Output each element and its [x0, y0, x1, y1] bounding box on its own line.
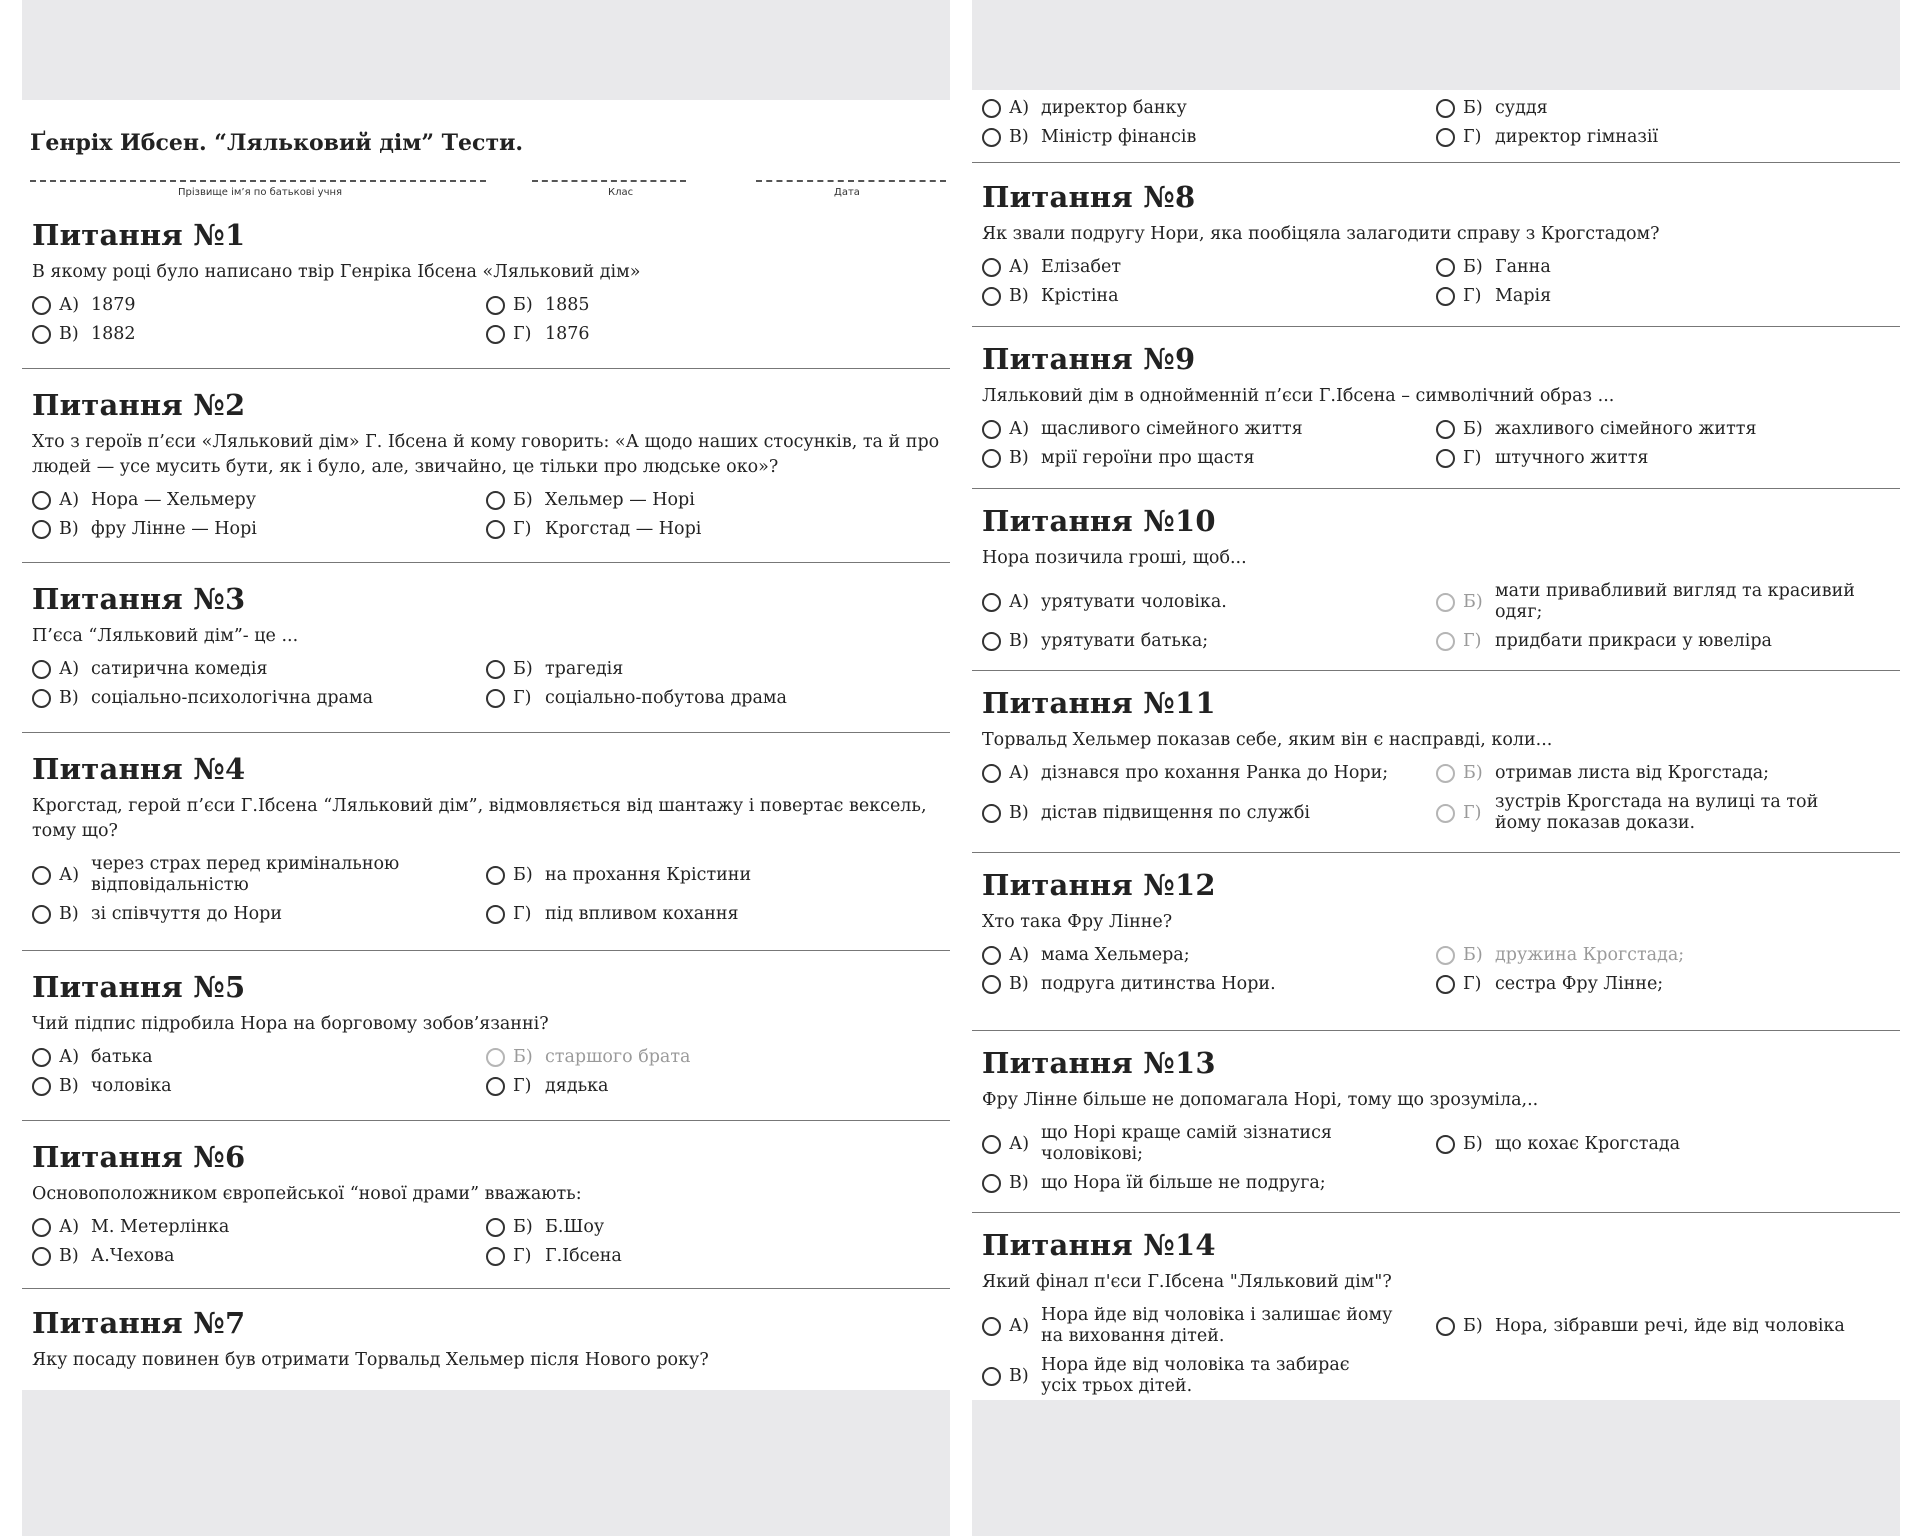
question-prompt: Як звали подругу Нори, яка пообіцяла залагодити справу з Крогстадом? [982, 224, 1660, 244]
radio-button[interactable] [982, 764, 1001, 783]
option-letter: А) [1009, 1315, 1030, 1336]
divider [22, 368, 950, 369]
question-title: Питання №8 [982, 180, 1196, 214]
option-text: отримав листа від Крогстада; [1495, 763, 1770, 783]
question-5 [32, 970, 950, 1097]
question-4 [32, 752, 950, 925]
option-text: що кохає Крогстада [1495, 1133, 1681, 1154]
option-letter: А) [59, 1217, 80, 1237]
option-text: Крістіна [1041, 286, 1119, 306]
option-letter: А) [1009, 419, 1030, 439]
option-text: дядька [545, 1076, 609, 1096]
radio-button[interactable] [32, 296, 51, 315]
answer-option[interactable] [32, 1217, 486, 1238]
answer-option[interactable] [32, 295, 486, 316]
question-prompt: Який фінал п'єси Г.Ібсена "Ляльковий дім"? [982, 1272, 1392, 1292]
answer-option[interactable] [32, 1246, 486, 1267]
question-title: Питання №11 [982, 686, 1216, 720]
date-field-label: Дата [834, 187, 860, 198]
option-letter: Г) [513, 1246, 532, 1266]
option-text: через страх перед кримінальною відповідальністю [91, 854, 400, 895]
option-letter: А) [1009, 591, 1030, 612]
question-8 [982, 180, 1900, 307]
option-letter: Б) [1463, 945, 1483, 965]
answer-option[interactable] [486, 1217, 926, 1238]
option-letter: В) [1009, 448, 1029, 468]
radio-button[interactable] [486, 1218, 505, 1237]
question-9 [982, 342, 1900, 469]
radio-button[interactable] [982, 258, 1001, 277]
option-letter: В) [59, 688, 79, 708]
class-field-line[interactable] [532, 180, 686, 182]
option-text: Нора, зібравши речі, йде від чоловіка [1495, 1315, 1845, 1336]
background-bottom-right [972, 1400, 1900, 1536]
option-text: трагедія [545, 659, 624, 679]
option-text: суддя [1495, 98, 1548, 118]
answer-option[interactable] [982, 974, 1436, 995]
option-letter: Б) [1463, 1315, 1483, 1336]
radio-button[interactable] [982, 1135, 1001, 1154]
option-letter: Б) [513, 1047, 533, 1067]
answer-option[interactable] [32, 324, 486, 345]
option-text: мрії героїни про щастя [1041, 448, 1255, 468]
question-prompt: Хто така Фру Лінне? [982, 912, 1173, 932]
option-letter: В) [1009, 286, 1029, 306]
option-text: мати привабливий вигляд та красивий одяг; [1495, 581, 1855, 622]
answer-option[interactable] [1436, 763, 1876, 784]
option-text: старшого брата [545, 1047, 691, 1067]
answer-option[interactable] [32, 854, 486, 896]
radio-button[interactable] [1436, 975, 1455, 994]
radio-button[interactable] [486, 1048, 505, 1067]
option-text: Елізабет [1041, 257, 1122, 277]
answer-option[interactable] [982, 1173, 1436, 1194]
radio-button[interactable] [32, 660, 51, 679]
option-letter: В) [59, 324, 79, 344]
option-letter: Б) [1463, 419, 1483, 439]
radio-button[interactable] [982, 449, 1001, 468]
question-12 [982, 868, 1900, 995]
answer-option[interactable] [32, 659, 486, 680]
option-text: Г.Ібсена [545, 1246, 622, 1266]
radio-button[interactable] [1436, 128, 1455, 147]
option-text: соціально-психологічна драма [91, 688, 374, 708]
question-title: Питання №2 [32, 388, 246, 422]
question-7-options [982, 98, 1900, 148]
question-prompt: Чий підпис підробила Нора на борговому зобов’язанні? [32, 1014, 549, 1034]
option-letter: А) [1009, 1133, 1030, 1154]
option-text: зі співчуття до Нори [91, 904, 282, 924]
answer-option[interactable] [1436, 792, 1876, 834]
radio-button[interactable] [982, 99, 1001, 118]
answer-option[interactable] [1436, 1123, 1876, 1165]
divider [972, 488, 1900, 489]
question-prompt: Основоположником європейської “нової драми” вважають: [32, 1184, 582, 1204]
question-prompt: Ляльковий дім в однойменній п’єси Г.Ібсена – символічний образ ... [982, 386, 1615, 406]
option-letter: Б) [1463, 763, 1483, 783]
answer-option[interactable] [982, 1305, 1436, 1347]
radio-button[interactable] [32, 866, 51, 885]
radio-button[interactable] [1436, 632, 1455, 651]
radio-button[interactable] [1436, 593, 1455, 612]
question-1 [32, 218, 950, 345]
option-text: жахливого сімейного життя [1495, 419, 1757, 439]
radio-button[interactable] [32, 1247, 51, 1266]
option-letter: Г) [1463, 631, 1482, 651]
option-text: Хельмер — Норі [545, 490, 695, 510]
radio-button[interactable] [486, 660, 505, 679]
worksheet-page-left [22, 100, 950, 1390]
option-text: дізнався про кохання Ранка до Нори; [1041, 763, 1389, 783]
divider [22, 1288, 950, 1289]
option-text: що Нора їй більше не подруга; [1041, 1173, 1326, 1193]
option-letter: В) [1009, 802, 1029, 823]
radio-button[interactable] [486, 866, 505, 885]
radio-button[interactable] [1436, 764, 1455, 783]
question-title: Питання №6 [32, 1140, 246, 1174]
option-letter: Г) [1463, 127, 1482, 147]
answer-option[interactable] [32, 1047, 486, 1068]
option-text: Ганна [1495, 257, 1551, 277]
option-letter: А) [1009, 98, 1030, 118]
divider [972, 670, 1900, 671]
option-text: придбати прикраси у ювеліра [1495, 631, 1772, 651]
answer-option[interactable] [32, 1076, 486, 1097]
date-field-line[interactable] [756, 180, 946, 182]
option-text: урятувати чоловіка. [1041, 591, 1227, 612]
answer-option[interactable] [982, 448, 1436, 469]
radio-button[interactable] [32, 491, 51, 510]
question-prompt: Крогстад, герой п’єси Г.Ібсена “Ляльковий дім”, відмовляється від шантажу і повертає вексель, тому що? [32, 796, 927, 841]
option-letter: Г) [1463, 448, 1482, 468]
radio-button[interactable] [1436, 804, 1455, 823]
radio-button[interactable] [1436, 258, 1455, 277]
answer-option[interactable] [486, 1076, 926, 1097]
option-text: фру Лінне — Норі [91, 519, 257, 539]
answer-option[interactable] [982, 945, 1436, 966]
option-text: Нора йде від чоловіка і залишає йому на виховання дітей. [1041, 1305, 1393, 1346]
option-letter: А) [59, 490, 80, 510]
option-text: 1882 [91, 324, 136, 344]
option-letter: Б) [1463, 591, 1483, 612]
option-letter: Б) [1463, 257, 1483, 277]
question-title: Питання №1 [32, 218, 246, 252]
answer-option[interactable] [982, 286, 1436, 307]
radio-button[interactable] [982, 1317, 1001, 1336]
answer-option[interactable] [982, 257, 1436, 278]
answer-option[interactable] [1436, 448, 1876, 469]
divider [22, 732, 950, 733]
radio-button[interactable] [486, 1077, 505, 1096]
option-letter: В) [1009, 127, 1029, 147]
answer-option[interactable] [1436, 257, 1876, 278]
option-letter: А) [59, 295, 80, 315]
answer-option[interactable] [982, 98, 1436, 119]
option-text: 1879 [91, 295, 136, 315]
answer-option[interactable] [486, 324, 926, 345]
answer-option[interactable] [982, 1123, 1436, 1165]
radio-button[interactable] [32, 1048, 51, 1067]
answer-option[interactable] [1436, 127, 1876, 148]
answer-option[interactable] [486, 1246, 926, 1267]
answer-option[interactable] [1436, 419, 1876, 440]
question-7 [32, 1306, 950, 1373]
radio-button[interactable] [486, 689, 505, 708]
option-text: Нора йде від чоловіка та забирає усіх трьох дітей. [1041, 1355, 1350, 1396]
radio-button[interactable] [982, 946, 1001, 965]
option-letter: Г) [513, 904, 532, 924]
question-title: Питання №7 [32, 1306, 246, 1340]
question-14 [982, 1228, 1900, 1397]
option-letter: Г) [1463, 974, 1482, 994]
radio-button[interactable] [982, 1174, 1001, 1193]
option-letter: Б) [1463, 98, 1483, 118]
option-text: чоловіка [91, 1076, 172, 1096]
option-letter: В) [1009, 631, 1029, 651]
question-title: Питання №4 [32, 752, 246, 786]
question-prompt: Нора позичила гроші, щоб... [982, 548, 1247, 568]
radio-button[interactable] [982, 593, 1001, 612]
divider [22, 1120, 950, 1121]
radio-button[interactable] [1436, 449, 1455, 468]
answer-option[interactable] [982, 127, 1436, 148]
option-text: дістав підвищення по службі [1041, 802, 1311, 823]
answer-option[interactable] [486, 519, 926, 540]
question-3 [32, 582, 950, 709]
answer-option[interactable] [32, 904, 486, 925]
radio-button[interactable] [486, 325, 505, 344]
name-field-line[interactable] [30, 180, 486, 182]
option-letter: Б) [513, 490, 533, 510]
answer-option[interactable] [1436, 98, 1876, 119]
divider [972, 1212, 1900, 1213]
option-letter: Б) [513, 1217, 533, 1237]
question-6 [32, 1140, 950, 1267]
radio-button[interactable] [486, 905, 505, 924]
option-letter: А) [1009, 945, 1030, 965]
radio-button[interactable] [1436, 420, 1455, 439]
question-prompt: Торвальд Хельмер показав себе, яким він є насправді, коли... [982, 730, 1553, 750]
divider [972, 326, 1900, 327]
option-text: мама Хельмера; [1041, 945, 1190, 965]
option-letter: А) [59, 1047, 80, 1067]
option-text: 1876 [545, 324, 590, 344]
option-letter: Г) [513, 324, 532, 344]
radio-button[interactable] [1436, 99, 1455, 118]
divider [972, 1030, 1900, 1031]
answer-option[interactable] [486, 295, 926, 316]
option-letter: Г) [513, 1076, 532, 1096]
answer-option[interactable] [982, 419, 1436, 440]
radio-button[interactable] [1436, 946, 1455, 965]
radio-button[interactable] [32, 1077, 51, 1096]
question-13 [982, 1046, 1900, 1194]
divider [972, 162, 1900, 163]
divider [22, 950, 950, 951]
background-bottom-left [22, 1390, 950, 1536]
question-prompt: Яку посаду повинен був отримати Торвальд Хельмер після Нового року? [32, 1350, 709, 1370]
option-text: А.Чехова [91, 1246, 175, 1266]
radio-button[interactable] [982, 1367, 1001, 1386]
option-letter: В) [1009, 974, 1029, 994]
option-letter: А) [1009, 763, 1030, 783]
divider [22, 562, 950, 563]
radio-button[interactable] [982, 804, 1001, 823]
option-letter: Г) [1463, 802, 1482, 823]
question-title: Питання №13 [982, 1046, 1216, 1080]
option-text: Міністр фінансів [1041, 127, 1197, 147]
radio-button[interactable] [32, 1218, 51, 1237]
answer-option[interactable] [1436, 974, 1876, 995]
answer-option[interactable] [982, 763, 1436, 784]
answer-option[interactable] [1436, 581, 1876, 623]
question-prompt: П’єса “Ляльковий дім”- це ... [32, 626, 299, 646]
radio-button[interactable] [32, 905, 51, 924]
name-field-label: Прізвище ім’я по батькові учня [178, 187, 343, 198]
class-field-label: Клас [608, 187, 634, 198]
option-text: директор гімназії [1495, 127, 1659, 147]
radio-button[interactable] [486, 1247, 505, 1266]
option-letter: Г) [513, 519, 532, 539]
answer-option[interactable] [486, 659, 926, 680]
question-title: Питання №3 [32, 582, 246, 616]
question-title: Питання №10 [982, 504, 1216, 538]
option-text: соціально-побутова драма [545, 688, 787, 708]
option-letter: В) [59, 1246, 79, 1266]
answer-option[interactable] [982, 792, 1436, 834]
answer-option[interactable] [32, 688, 486, 709]
option-text: під впливом кохання [545, 904, 739, 924]
answer-option[interactable] [1436, 631, 1876, 652]
option-text: директор банку [1041, 98, 1187, 118]
option-text: 1885 [545, 295, 590, 315]
option-letter: Г) [513, 688, 532, 708]
option-letter: Б) [1463, 1133, 1483, 1154]
answer-option[interactable] [486, 904, 926, 925]
radio-button[interactable] [982, 975, 1001, 994]
option-text: урятувати батька; [1041, 631, 1209, 651]
radio-button[interactable] [486, 491, 505, 510]
radio-button[interactable] [32, 325, 51, 344]
question-prompt: В якому році було написано твір Генріка Ібсена «Ляльковий дім» [32, 262, 641, 282]
option-text: щасливого сімейного життя [1041, 419, 1303, 439]
radio-button[interactable] [982, 287, 1001, 306]
answer-option[interactable] [32, 519, 486, 540]
radio-button[interactable] [982, 632, 1001, 651]
option-letter: Г) [1463, 286, 1482, 306]
radio-button[interactable] [32, 689, 51, 708]
option-text: подруга дитинства Нори. [1041, 974, 1276, 994]
option-text: Нора — Хельмеру [91, 490, 256, 510]
radio-button[interactable] [486, 296, 505, 315]
option-text: зустрів Крогстада на вулиці та той йому показав докази. [1495, 792, 1819, 833]
option-letter: Б) [513, 864, 533, 885]
question-title: Питання №12 [982, 868, 1216, 902]
question-title: Питання №14 [982, 1228, 1216, 1262]
option-letter: В) [1009, 1173, 1029, 1193]
radio-button[interactable] [982, 420, 1001, 439]
option-text: дружина Крогстада; [1495, 945, 1685, 965]
option-letter: Б) [513, 659, 533, 679]
answer-option[interactable] [982, 581, 1436, 623]
option-text: Б.Шоу [545, 1217, 605, 1237]
radio-button[interactable] [1436, 1135, 1455, 1154]
option-letter: В) [1009, 1365, 1029, 1386]
worksheet-page-right [972, 90, 1900, 1400]
option-text: Марія [1495, 286, 1552, 306]
question-title: Питання №5 [32, 970, 246, 1004]
radio-button[interactable] [1436, 1317, 1455, 1336]
option-letter: В) [59, 519, 79, 539]
option-letter: Б) [513, 295, 533, 315]
background-top-left [22, 0, 950, 100]
radio-button[interactable] [982, 128, 1001, 147]
answer-option[interactable] [982, 631, 1436, 652]
question-title: Питання №9 [982, 342, 1196, 376]
option-text: на прохання Крістини [545, 864, 752, 885]
question-prompt: Фру Лінне більше не допомагала Норі, тому що зрозуміла,.. [982, 1090, 1539, 1110]
option-text: що Норі краще самій зізнатися чоловікові; [1041, 1123, 1332, 1164]
option-text: М. Метерлінка [91, 1217, 230, 1237]
option-text: сатирична комедія [91, 659, 268, 679]
answer-option[interactable] [1436, 286, 1876, 307]
answer-option[interactable] [1436, 1305, 1876, 1347]
question-11 [982, 686, 1900, 834]
answer-option[interactable] [486, 854, 926, 896]
answer-option[interactable] [32, 490, 486, 511]
background-top-right [972, 0, 1900, 90]
option-letter: В) [59, 1076, 79, 1096]
option-letter: А) [59, 864, 80, 885]
option-letter: А) [1009, 257, 1030, 277]
answer-option[interactable] [486, 1047, 926, 1068]
answer-option[interactable] [486, 688, 926, 709]
question-prompt: Хто з героїв п’єси «Ляльковий дім» Г. Ібсена й кому говорить: «А щодо наших стосунків, та й про людей — усе мусить бути, як і було, але, звичайно, це тільки про людське око»? [32, 432, 940, 477]
radio-button[interactable] [1436, 287, 1455, 306]
option-text: Крогстад — Норі [545, 519, 702, 539]
question-10 [982, 504, 1900, 652]
answer-option[interactable] [486, 490, 926, 511]
option-letter: В) [59, 904, 79, 924]
option-text: батька [91, 1047, 153, 1067]
answer-option[interactable] [1436, 945, 1876, 966]
option-text: сестра Фру Лінне; [1495, 974, 1664, 994]
divider [972, 852, 1900, 853]
radio-button[interactable] [486, 520, 505, 539]
document-title: Ґенріх Ибсен. “Ляльковий дім” Тести. [30, 130, 524, 156]
option-text: штучного життя [1495, 448, 1649, 468]
radio-button[interactable] [32, 520, 51, 539]
answer-option[interactable] [982, 1355, 1436, 1397]
option-letter: А) [59, 659, 80, 679]
question-2 [32, 388, 950, 540]
